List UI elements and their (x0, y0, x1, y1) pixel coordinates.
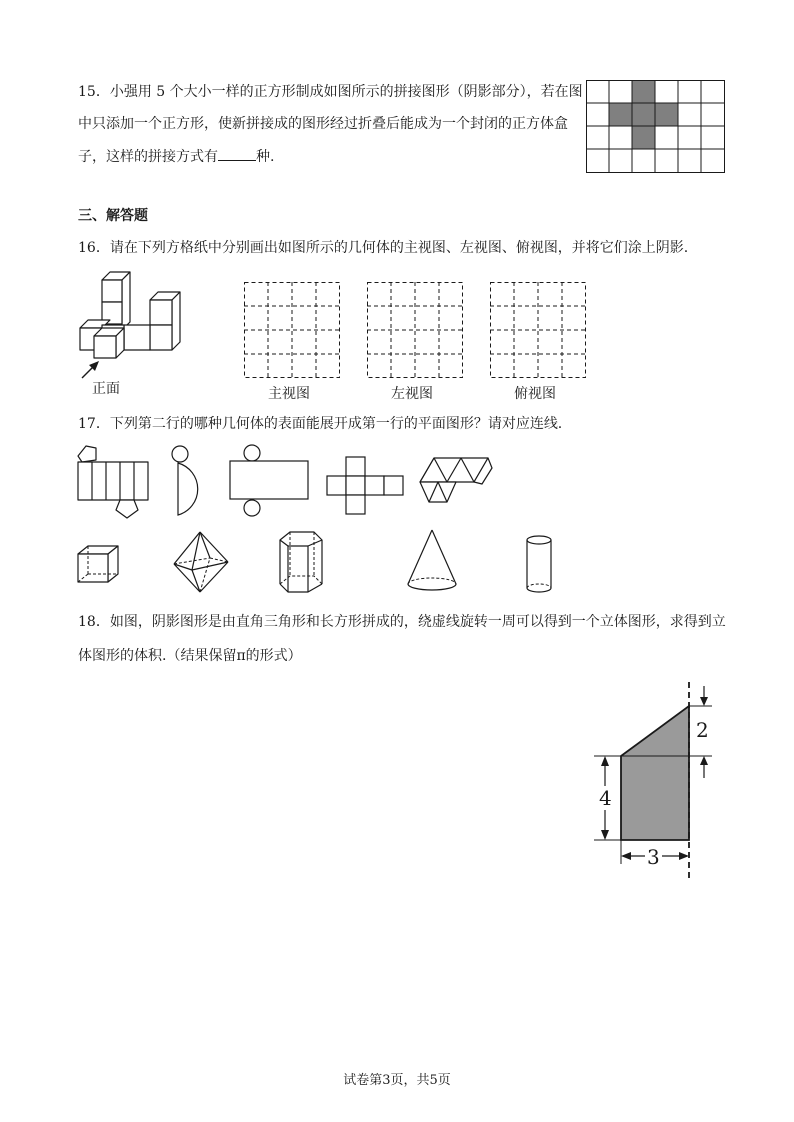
q15-line3 (78, 146, 274, 167)
grid-left-view[interactable] (367, 282, 463, 378)
solid-pentagonal-prism[interactable] (274, 530, 326, 596)
q18-dim-bottom: 3 (647, 845, 660, 869)
net-cylinder[interactable] (226, 444, 310, 520)
q15-line1: 15．小强用 5 个大小一样的正方形制成如图所示的拼接图形（阴影部分），若在图 (78, 84, 583, 100)
q18-line1: 18．如图，阴影图形是由直角三角形和长方形拼成的，绕虚线旋转一周可以得到一个立体图形，求得到立 (78, 614, 726, 630)
net-pentagonal-prism[interactable] (74, 444, 150, 520)
front-label: 正面 (92, 381, 120, 397)
solid-cylinder[interactable] (524, 534, 554, 596)
grid-top-view[interactable] (490, 282, 586, 378)
label-left-view: 左视图 (391, 386, 433, 402)
q18-shaded-shape (621, 706, 689, 840)
q16-solid-figure (74, 270, 184, 380)
page-footer: 试卷第3页，共5页 (343, 1073, 451, 1088)
label-main-view: 主视图 (268, 386, 310, 402)
net-octahedron[interactable] (416, 454, 494, 508)
q17-text: 17．下列第二行的哪种几何体的表面能展开成第一行的平面图形？请对应连线. (78, 416, 563, 432)
q15-net-figure (586, 80, 726, 174)
q18-dim-top: 2 (696, 718, 709, 742)
q15-line2: 中只添加一个正方形，使新拼接成的图形经过折叠后能成为一个封闭的正方体盒 (78, 116, 568, 132)
solid-octahedron[interactable] (172, 530, 232, 594)
q18-dim-left: 4 (599, 786, 612, 810)
solid-cube[interactable] (76, 544, 126, 586)
q15-answer-blank[interactable] (218, 146, 256, 161)
net-cube[interactable] (325, 456, 407, 522)
q16-text: 16．请在下列方格纸中分别画出如图所示的几何体的主视图、左视图、俯视图，并将它们涂上阴影. (78, 240, 689, 256)
q15-line3-text: 子，这样的拼接方式有 (78, 149, 218, 165)
solid-cone[interactable] (404, 528, 460, 594)
q15-line3-end: 种. (256, 149, 275, 165)
net-cone[interactable] (168, 444, 218, 520)
q18-line2: 体图形的体积.（结果保留π的形式） (78, 648, 302, 664)
label-top-view: 俯视图 (514, 386, 556, 402)
grid-main-view[interactable] (244, 282, 340, 378)
section-title: 三、解答题 (78, 208, 148, 224)
